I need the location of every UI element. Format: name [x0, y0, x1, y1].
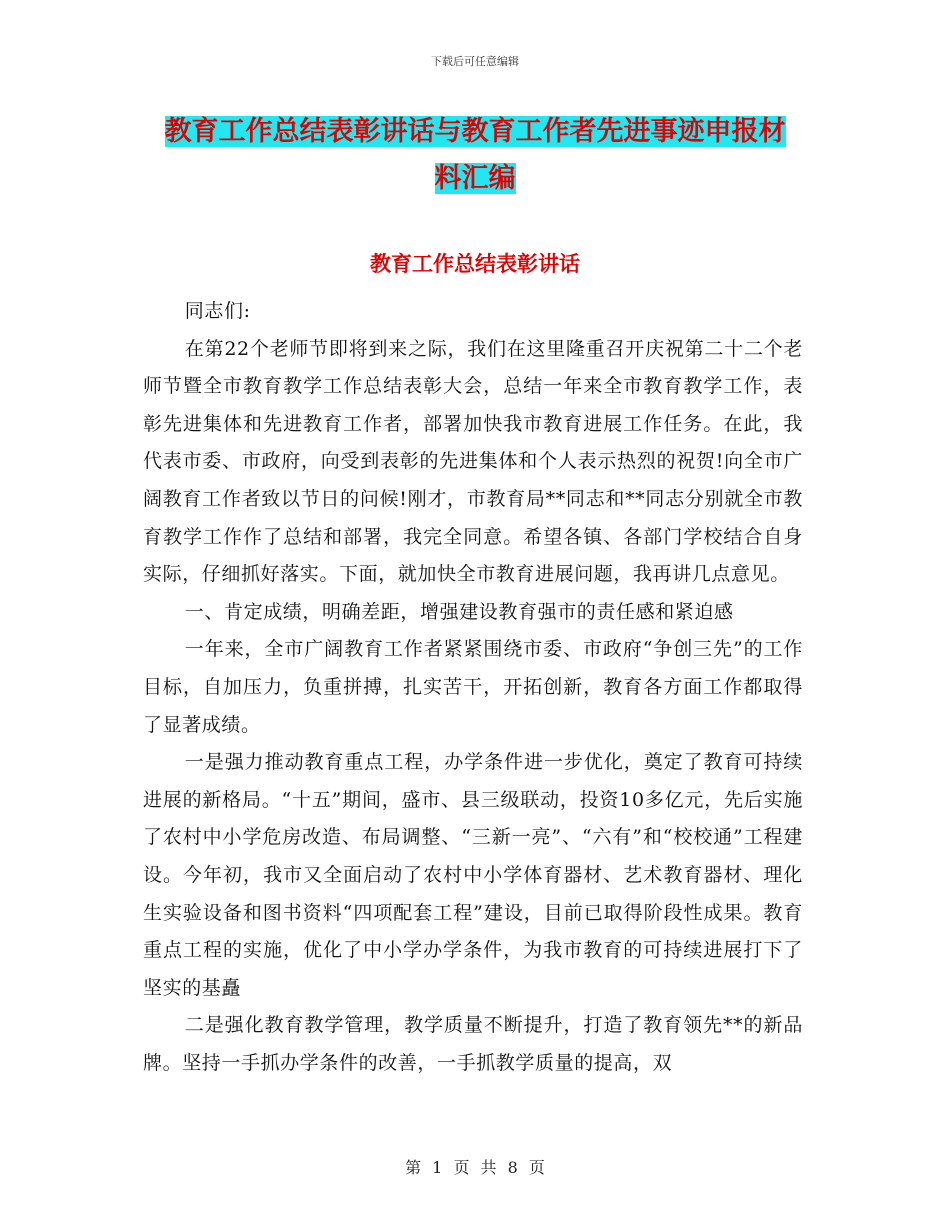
page-number-footer: 第 1 页 共 8 页 [405, 1158, 545, 1177]
body-paragraph: 一是强力推动教育重点工程，办学条件进一步优化，奠定了教育可持续进展的新格局。“十五”期间，盛市、县三级联动，投资10多亿元，先后实施了农村中小学危房改造、布局调整、“三新一亮”、“六有”和“校校通”工程建设。今年初，我市又全面启动了农村中小学体育器材、艺术教育器材、理化生实验设备和图书资料“四项配套工程”建设，目前已取得阶段性成果。教育重点工程的实施，优化了中小学办学条件，为我市教育的可持续进展打下了坚实的基矗 [143, 751, 803, 999]
body-paragraph: 一年来，全市广阔教育工作者紧紧围绕市委、市政府“争创三先”的工作目标，自加压力，负重拼搏，扎实苦干，开拓创新，教育各方面工作都取得了显著成绩。 [143, 638, 803, 736]
section-title: 教育工作总结表彰讲话 [370, 251, 580, 276]
document-title-line2: 料汇编 [434, 163, 516, 194]
page-header-note: 下载后可任意编辑 [431, 55, 519, 68]
body-paragraph: 一、肯定成绩，明确差距，增强建设教育强市的责任感和紧迫感 [184, 600, 734, 623]
document-body [143, 293, 803, 1082]
body-paragraph: 二是强化教育教学管理，教学质量不断提升，打造了教育领先**的新品牌。坚持一手抓办学条件的改善，一手抓教学质量的提高，双 [143, 1014, 803, 1074]
body-paragraph: 在第22个老师节即将到来之际，我们在这里隆重召开庆祝第二十二个老师节暨全市教育教学工作总结表彰大会，总结一年来全市教育教学工作，表彰先进集体和先进教育工作者，部署加快我市教育进展工作任务。在此，我代表市委、市政府，向受到表彰的先进集体和个人表示热烈的祝贺!向全市广阔教育工作者致以节日的问候!刚才，市教育局**同志和**同志分别就全市教育教学工作作了总结和部署，我完全同意。希望各镇、各部门学校结合自身实际，仔细抓好落实。下面，就加快全市教育进展问题，我再讲几点意见。 [143, 337, 803, 586]
body-paragraph: 同志们: [184, 300, 251, 322]
document-title-line1: 教育工作总结表彰讲话与教育工作者先进事迹申报材 [164, 116, 786, 147]
document-title [140, 108, 810, 202]
